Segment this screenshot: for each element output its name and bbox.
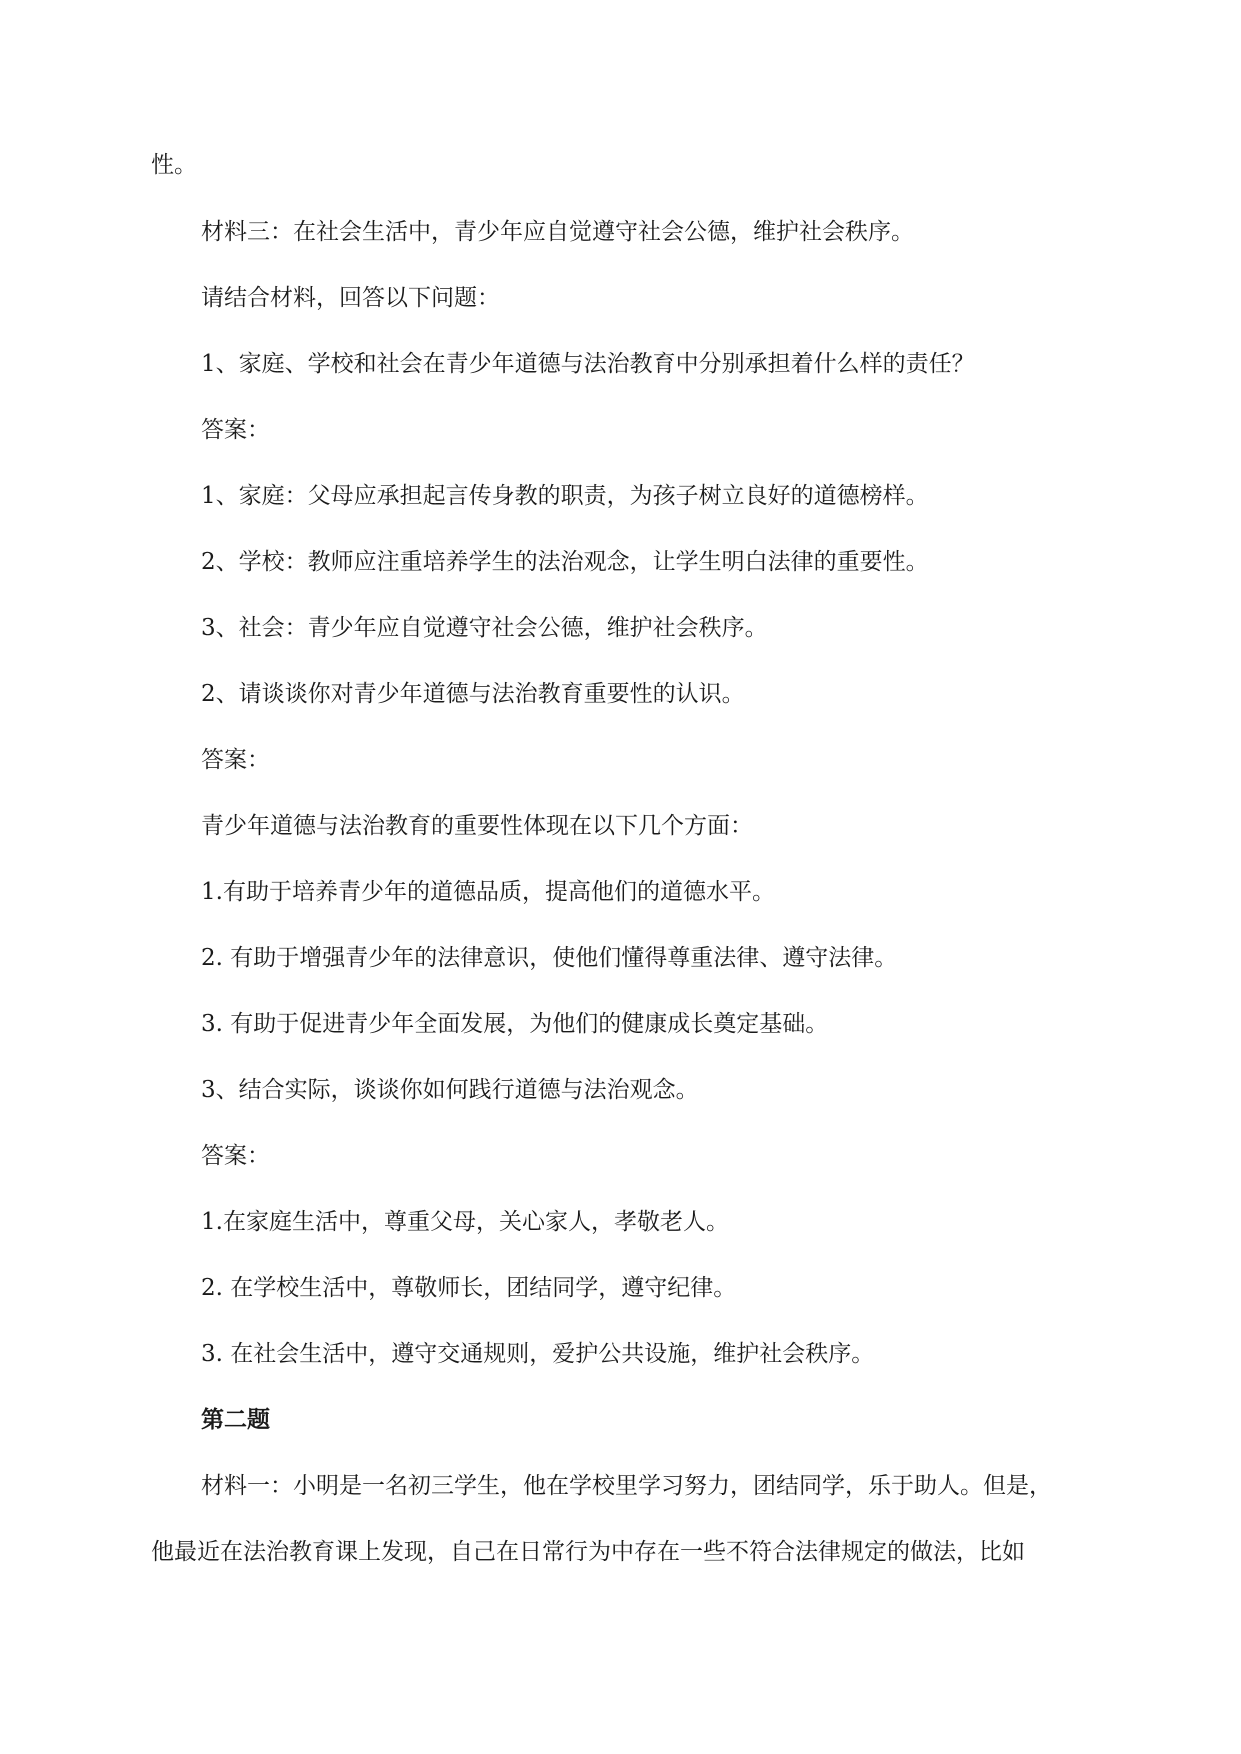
text-line: 请结合材料，回答以下问题： (201, 285, 500, 311)
text-line: 3、社会：青少年应自觉遵守社会公德，维护社会秩序。 (201, 615, 768, 641)
section-heading: 第二题 (201, 1406, 270, 1433)
text-line: 1.有助于培养青少年的道德品质，提高他们的道德水平。 (201, 879, 775, 905)
text-line: 答案： (201, 1143, 270, 1169)
text-line: 材料一：小明是一名初三学生，他在学校里学习努力，团结同学，乐于助人。但是， (201, 1473, 1052, 1499)
text-line: 青少年道德与法治教育的重要性体现在以下几个方面： (201, 813, 753, 839)
text-line: 1、家庭：父母应承担起言传身教的职责，为孩子树立良好的道德榜样。 (201, 483, 929, 509)
text-line: 3. 有助于促进青少年全面发展，为他们的健康成长奠定基础。 (201, 1011, 829, 1037)
text-line: 材料三：在社会生活中，青少年应自觉遵守社会公德，维护社会秩序。 (201, 219, 914, 245)
text-line: 答案： (201, 417, 270, 443)
text-line: 2、学校：教师应注重培养学生的法治观念，让学生明白法律的重要性。 (201, 549, 929, 575)
text-line: 2. 在学校生活中，尊敬师长，团结同学，遵守纪律。 (201, 1275, 737, 1301)
text-line: 他最近在法治教育课上发现，自己在日常行为中存在一些不符合法律规定的做法，比如 (151, 1539, 1025, 1565)
text-line: 1.在家庭生活中，尊重父母，关心家人，孝敬老人。 (201, 1209, 729, 1235)
text-line: 答案： (201, 747, 270, 773)
text-line: 1、家庭、学校和社会在青少年道德与法治教育中分别承担着什么样的责任？ (201, 351, 975, 377)
text-line: 性。 (151, 152, 197, 178)
text-line: 3、结合实际，谈谈你如何践行道德与法治观念。 (201, 1077, 699, 1103)
text-line: 3. 在社会生活中，遵守交通规则，爱护公共设施，维护社会秩序。 (201, 1341, 875, 1367)
text-line: 2、请谈谈你对青少年道德与法治教育重要性的认识。 (201, 681, 745, 707)
text-line: 2. 有助于增强青少年的法律意识，使他们懂得尊重法律、遵守法律。 (201, 945, 898, 971)
